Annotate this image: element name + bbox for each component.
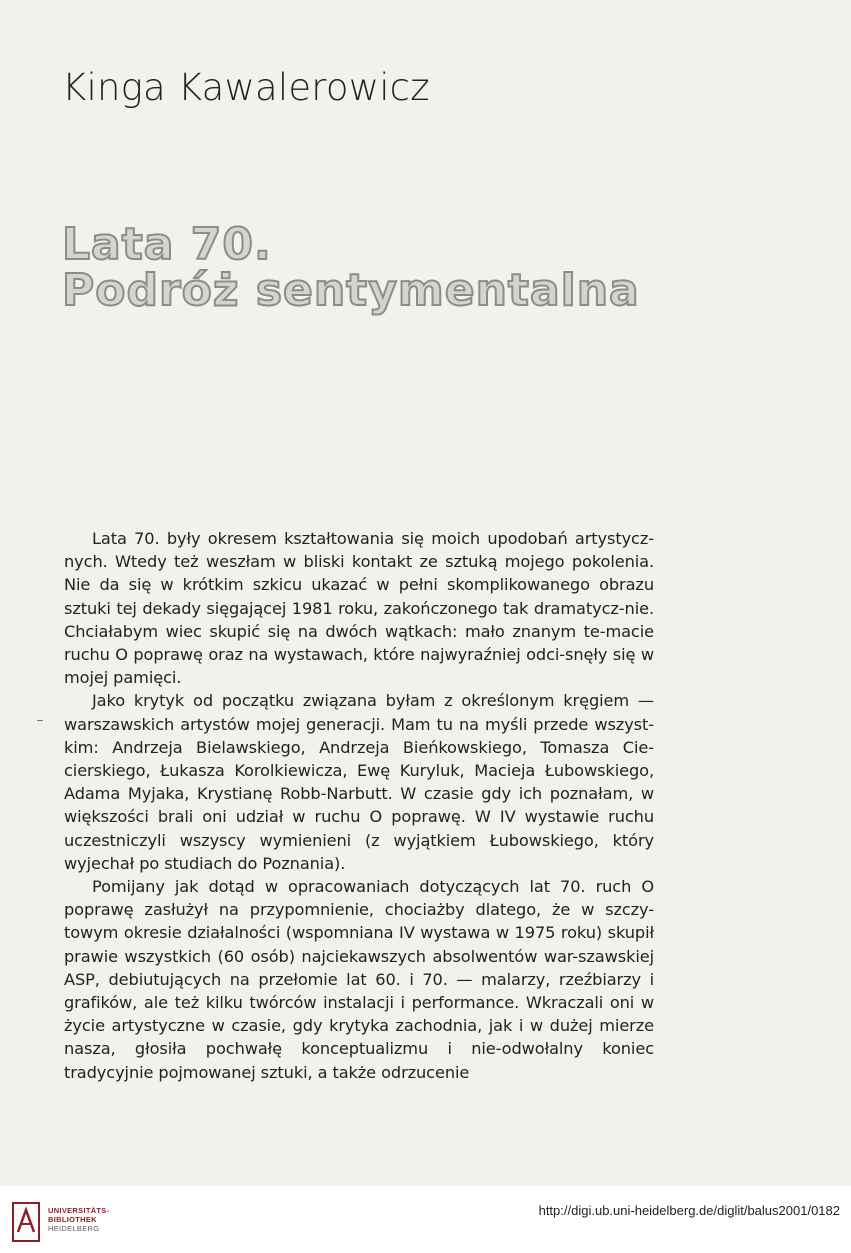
paragraph-3: Pomijany jak dotąd w opracowaniach dotyczących lat 70. ruch O poprawę zasłużył na przypomnienie, chociażby dlatego, że w szczy-towym okresie działalności (wspomniana IV wystawa w 1975 roku) skupił prawie wszystkich (60 osób) najciekawszych absolwentów war-szawskiej ASP, debiutujących na przełomie lat 60. i 70. — malarzy, rzeźbiarzy i grafików, ale też kilku twórców instalacji i performance. Wkraczali oni w życie artystyczne w czasie, gdy krytyka zachodnia, jak i w dużej mierze nasza, głosiła pochwałę konceptualizmu i nie-odwołalny koniec tradycyjnie pojmowanej sztuki, a także odrzucenie [64,877,654,1082]
article-body [64,527,654,1084]
heidelberg-library-logo-icon [12,1202,40,1242]
margin-mark [37,720,43,721]
source-url-link[interactable]: http://digi.ub.uni-heidelberg.de/diglit/balus2001/0182 [538,1203,840,1218]
library-name-line-3: HEIDELBERG [48,1224,100,1233]
paragraph-1: Lata 70. były okresem kształtowania się moich upodobań artystycz-nych. Wtedy też weszłam w bliski kontakt ze sztuką mojego pokolenia. Nie da się w krótkim szkicu ukazać w pełni skomplikowanego obrazu sztuki tej dekady sięgającej 1981 roku, zakończonego tak dramatycz-nie. Chciałabym wiec skupić się na dwóch wątkach: mało znanym te-macie ruchu O poprawę oraz na wystawach, które najwyraźniej odci-snęły się w mojej pamięci. [64,529,654,688]
library-name-line-2: BIBLIOTHEK [48,1215,97,1224]
digitization-footer [0,1186,851,1253]
library-name-line-1: UNIVERSITÄTS- [48,1206,110,1215]
title-line-1: Lata 70. [62,219,272,270]
article-title [62,219,640,316]
library-name [48,1206,109,1233]
paragraph-2: Jako krytyk od początku związana byłam z określonym kręgiem — warszawskich artystów mojej generacji. Mam tu na myśli przede wszyst-kim: Andrzeja Bielawskiego, Andrzeja Bieńkowskiego, Tomasza Cie-cierskiego, Łukasza Korolkiewicza, Ewę Kuryluk, Macieja Łubowskiego, Adama Myjaka, Krystianę Robb-Narbutt. W czasie gdy ich poznałam, w większości brali oni udział w ruchu O poprawę. W IV wystawie ruchu uczestniczyli wszyscy wymienieni (z wyjątkiem Łubowskiego, który wyjechał po studiach do Poznania). [64,691,654,873]
author-name: Kinga Kawalerowicz [62,66,430,109]
title-line-2: Podróż sentymentalna [62,265,640,316]
